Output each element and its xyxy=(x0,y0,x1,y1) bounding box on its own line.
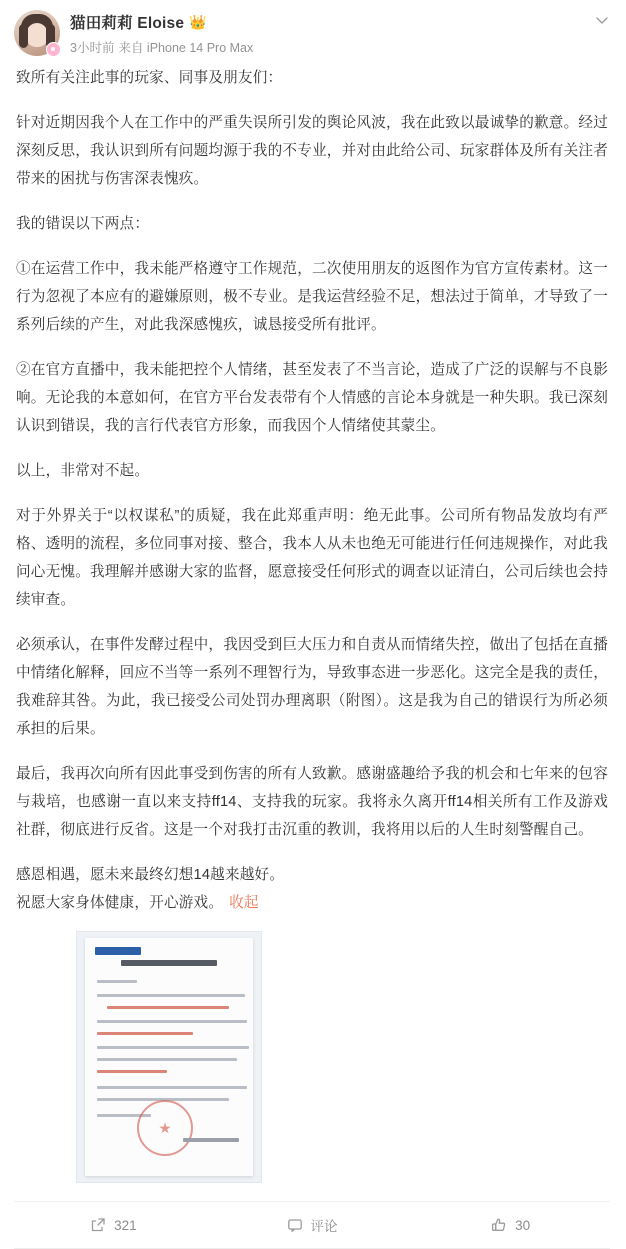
post-source: 来自 iPhone 14 Pro Max xyxy=(118,41,254,55)
like-icon xyxy=(491,1217,507,1233)
document-logo xyxy=(95,947,141,955)
post-header xyxy=(14,10,610,62)
paragraph-8: 最后，我再次向所有因此事受到伤害的所有人致歉。感谢盛趣给予我的机会和七年来的包容与栽培，也感谢一直以来支持ff14、支持我的玩家。我将永久离开ff14相关所有工作及游戏社群，彻底进行反省。这是一个对我打击沉重的教训，我将用以后的人生时刻警醒自己。 xyxy=(16,766,608,839)
document-signature xyxy=(183,1138,239,1142)
avatar-face xyxy=(26,23,48,47)
avatar-hair-left xyxy=(19,24,28,48)
crown-icon: 👑 xyxy=(189,14,207,30)
attachment-thumbnail[interactable] xyxy=(76,931,262,1183)
author-name[interactable]: 猫田莉莉 Eloise xyxy=(70,15,185,32)
paragraph-3: ①在运营工作中，我未能严格遵守工作规范，二次使用朋友的返图作为官方宣传素材。这一行为忽视了本应有的避嫌原则，极不专业。是我运营经验不足，想法过于简单，才导致了一系列后续的产生，对此我深感愧疚，诚恳接受所有批评。 xyxy=(16,261,608,334)
document-stamp-icon xyxy=(137,1100,193,1156)
paragraph-5: 以上，非常对不起。 xyxy=(16,463,150,480)
post-attachments xyxy=(14,931,610,1183)
avatar[interactable] xyxy=(14,10,60,56)
chevron-down-icon[interactable] xyxy=(594,12,610,28)
paragraph-6: 对于外界关于“以权谋私”的质疑，我在此郑重声明：绝无此事。公司所有物品发放均有严格、透明的流程，多位同事对接、整合，我本人从未也绝无可能进行任何违规操作，对此我问心无愧。我理解并感谢大家的监督，愿意接受任何形式的调查以证清白，公司后续也会持续审查。 xyxy=(16,508,608,609)
post-content xyxy=(14,62,610,917)
like-count: 30 xyxy=(515,1217,531,1233)
post-actions xyxy=(14,1202,610,1248)
document-page xyxy=(85,938,253,1176)
comment-icon xyxy=(287,1217,303,1233)
paragraph-0: 致所有关注此事的玩家、同事及朋友们： xyxy=(16,70,283,86)
like-button[interactable] xyxy=(411,1217,610,1233)
author-line xyxy=(70,11,610,33)
collapse-link[interactable]: 收起 xyxy=(229,895,259,912)
closing-line-2: 祝愿大家身体健康，开心游戏。 xyxy=(16,895,224,912)
comment-label: 评论 xyxy=(310,1219,338,1235)
paragraph-4: ②在官方直播中，我未能把控个人情绪，甚至发表了不当言论，造成了广泛的误解与不良影响。无论我的本意如何，在官方平台发表带有个人情感的言论本身就是一种失职。我已深刻认识到错误，我的言行代表官方形象，而我因个人情绪使其蒙尘。 xyxy=(16,362,608,435)
avatar-badge-icon xyxy=(46,42,61,57)
share-button[interactable] xyxy=(14,1217,213,1233)
closing-line-1: 感恩相遇，愿未来最终幻想14越来越好。 xyxy=(16,867,285,884)
share-icon xyxy=(90,1217,106,1233)
paragraph-2: 我的错误以下两点： xyxy=(16,216,150,233)
closing-line-row xyxy=(16,889,608,917)
post-header-text xyxy=(70,10,610,56)
document-title-bar xyxy=(121,960,217,966)
post-time: 3小时前 xyxy=(70,41,115,55)
share-count: 321 xyxy=(114,1217,137,1233)
paragraph-1: 针对近期因我个人在工作中的严重失误所引发的舆论风波，我在此致以最诚挚的歉意。经过深刻反思，我认识到所有问题均源于我的不专业，并对由此给公司、玩家群体及所有关注者带来的困扰与伤害深表愧疚。 xyxy=(16,115,608,188)
paragraph-7: 必须承认，在事件发酵过程中，我因受到巨大压力和自责从而情绪失控，做出了包括在直播中情绪化解释，回应不当等一系列不理智行为，导致事态进一步恶化。这完全是我的责任，我难辞其咎。为此，我已接受公司处罚办理离职（附图）。这是我为自己的错误行为所必须承担的后果。 xyxy=(16,637,608,738)
post-meta xyxy=(70,38,610,56)
comment-button[interactable] xyxy=(213,1215,412,1235)
